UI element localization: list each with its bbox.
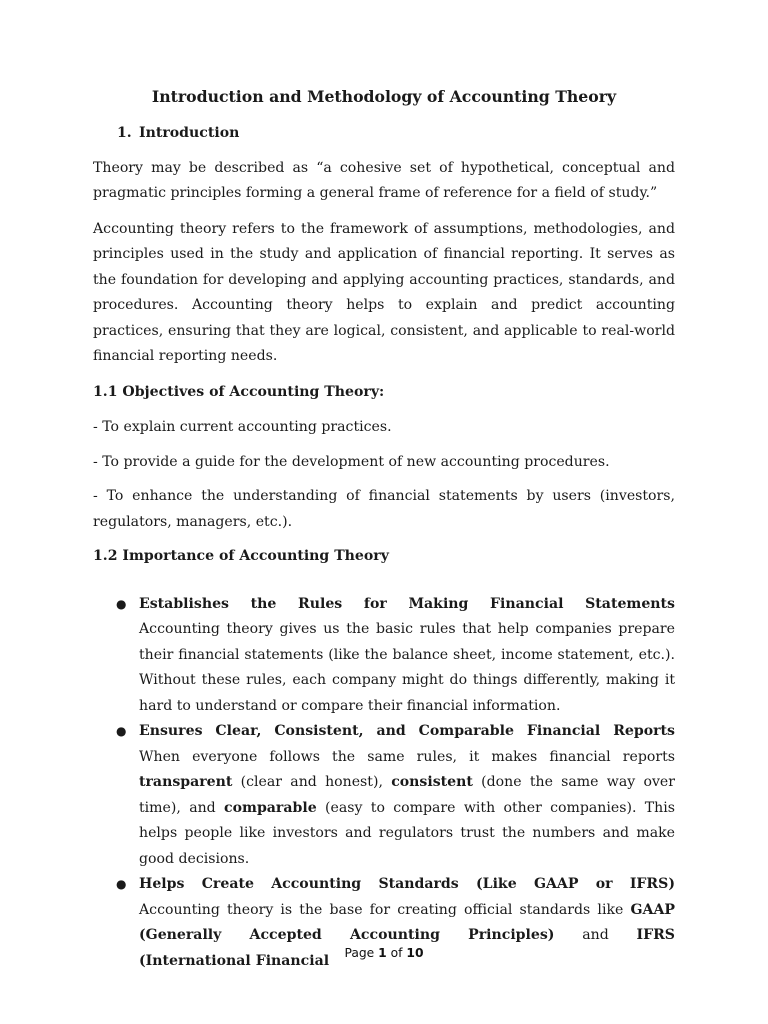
importance-list — [93, 592, 675, 975]
objective-item: - To explain current accounting practices. — [93, 419, 392, 435]
text-run: (clear and honest), — [232, 774, 392, 790]
objectives-heading: 1.1 Objectives of Accounting Theory: — [93, 383, 385, 400]
current-page-number: 1 — [378, 946, 387, 960]
bullet-heading: Ensures Clear, Consistent, and Comparable Financial Reports — [139, 723, 675, 739]
total-page-count: 10 — [406, 946, 424, 960]
bullet-heading: Establishes the Rules for Making Financial Statements — [139, 595, 675, 612]
list-item — [93, 592, 675, 720]
intro-paragraph-definition: Theory may be described as “a cohesive set of hypothetical, conceptual and pragmatic principles forming a general frame of reference for a field of study.” — [93, 159, 675, 201]
bullet-heading: Helps Create Accounting Standards (Like GAAP or IFRS) — [139, 876, 675, 892]
bold-term: comparable — [224, 799, 317, 816]
importance-heading: 1.2 Importance of Accounting Theory — [93, 548, 389, 564]
bullet-text — [139, 745, 675, 873]
text-run: (easy to compare with other companies). This helps people like investors and regulators trust the numbers and make good decisions. — [139, 799, 676, 867]
bullet-text — [139, 898, 675, 975]
bold-term: GAAP (Generally Accepted Accounting Principles) — [139, 901, 675, 943]
objective-item: - To enhance the understanding of financial statements by users (investors, regulators, managers, etc.). — [93, 488, 675, 530]
page-label: Page — [344, 946, 375, 960]
text-run: (done the same way over time), and — [139, 774, 675, 816]
bullet-icon: ● — [116, 596, 127, 611]
page-footer — [0, 946, 768, 960]
text-run: When everyone follows the same rules, it makes financial reports — [139, 748, 675, 765]
text-run: Accounting theory is the base for creating official standards like — [139, 901, 631, 918]
bullet-icon: ● — [116, 877, 127, 891]
intro-paragraph-framework: Accounting theory refers to the framework of assumptions, methodologies, and principles used in the study and application of financial reporting. It serves as the foundation for developing and applying accounting practices, standards, and procedures. Accounting theory helps to explain and predict accounting practices, ensuring that they are logical, consistent, and applicable to real-world financial reporting needs. — [93, 220, 675, 364]
document-title: Introduction and Methodology of Accounting Theory — [151, 87, 617, 106]
section-heading-introduction — [117, 121, 675, 147]
bullet-icon: ● — [116, 724, 127, 738]
text-run: and — [554, 927, 637, 943]
list-item — [93, 719, 675, 872]
objective-item: - To provide a guide for the development of new accounting procedures. — [93, 453, 610, 470]
page-of-label: of — [390, 946, 403, 960]
page-content — [93, 86, 675, 974]
section-number: 1. — [117, 125, 132, 141]
bold-term: consistent — [391, 774, 473, 790]
bullet-text: Accounting theory gives us the basic rules that help companies prepare their financial statements (like the balance sheet, income statement, etc.). Without these rules, each company might do things differently, making it hard to understand or compare their financial information. — [139, 621, 675, 714]
bold-term: IFRS (International Financial — [139, 927, 675, 969]
bold-term: transparent — [139, 774, 233, 790]
section-title: Introduction — [139, 125, 240, 141]
